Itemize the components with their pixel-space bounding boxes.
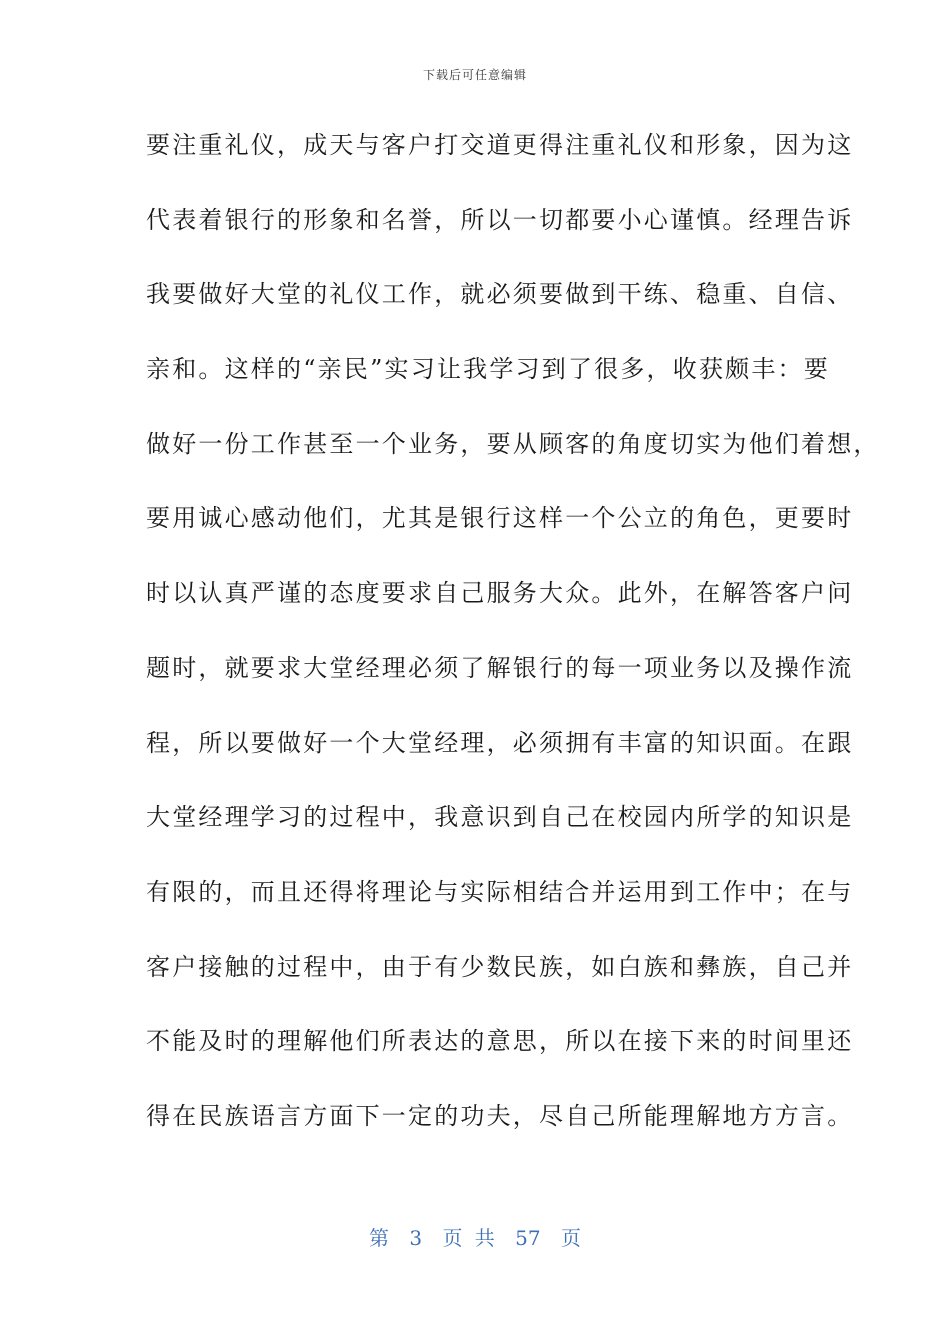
document-body [146, 121, 880, 1167]
text-line: 做好一份工作甚至一个业务，要从顾客的角度切实为他们着想， [146, 429, 880, 458]
total-pages: 57 [515, 1226, 541, 1250]
page-mid: 页 共 [442, 1226, 495, 1250]
text-line: 要注重礼仪，成天与客户打交道更得注重礼仪和形象，因为这 [146, 131, 854, 159]
text-line: 代表着银行的形象和名誉，所以一切都要小心谨慎。经理告诉 [146, 205, 854, 234]
text-line: 大堂经理学习的过程中，我意识到自己在校园内所学的知识是 [146, 803, 854, 832]
text-line: 时以认真严谨的态度要求自己服务大众。此外，在解答客户问 [146, 579, 854, 608]
text-line: 程，所以要做好一个大堂经理，必须拥有丰富的知识面。在跟 [146, 728, 854, 757]
text-line: 要用诚心感动他们，尤其是银行这样一个公立的角色，更要时 [146, 504, 854, 533]
text-line: 题时，就要求大堂经理必须了解银行的每一项业务以及操作流 [146, 653, 854, 682]
text-line: 有限的，而且还得将理论与实际相结合并运用到工作中；在与 [146, 877, 854, 906]
page-suffix: 页 [560, 1226, 581, 1250]
page-prefix: 第 [369, 1226, 389, 1250]
page-footer [0, 1222, 950, 1251]
text-line: 客户接触的过程中，由于有少数民族，如白族和彝族，自己并 [146, 952, 854, 981]
text-line: 亲和。这样的“亲民”实习让我学习到了很多，收获颇丰：要 [146, 355, 830, 384]
text-line: 不能及时的理解他们所表达的意思，所以在接下来的时间里还 [146, 1027, 854, 1056]
text-line: 我要做好大堂的礼仪工作，就必须要做到干练、稳重、自信、 [146, 280, 854, 309]
text-line: 得在民族语言方面下一定的功夫，尽自己所能理解地方方言。 [146, 1101, 854, 1130]
header-note: 下载后可任意编辑 [422, 68, 527, 82]
page-number: 3 [409, 1226, 423, 1250]
